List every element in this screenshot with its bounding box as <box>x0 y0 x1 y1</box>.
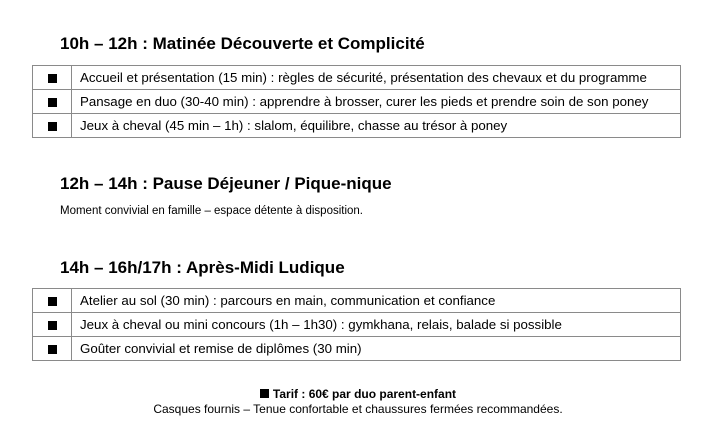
activity-text: Atelier au sol (30 min) : parcours en main, communication et confiance <box>72 289 681 313</box>
table-row <box>33 90 681 114</box>
black-square-bullet-icon <box>48 345 57 354</box>
tarif-text: Tarif : 60€ par duo parent-enfant <box>272 387 457 401</box>
activity-text: Jeux à cheval ou mini concours (1h – 1h30) : gymkhana, relais, balade si possible <box>72 313 681 337</box>
activity-text: Jeux à cheval (45 min – 1h) : slalom, équilibre, chasse au trésor à poney <box>72 114 681 138</box>
activity-text: Pansage en duo (30-40 min) : apprendre à brosser, curer les pieds et prendre soin de son poney <box>72 90 681 114</box>
black-square-bullet-icon <box>48 122 57 131</box>
footer <box>0 387 716 417</box>
lunch-note: Moment convivial en famille – espace détente à disposition. <box>60 205 364 217</box>
table-row <box>33 313 681 337</box>
morning-heading: 10h – 12h : Matinée Découverte et Complicité <box>60 34 425 53</box>
table-row <box>33 114 681 138</box>
activity-text: Goûter convivial et remise de diplômes (30 min) <box>72 337 681 361</box>
equipment-note: Casques fournis – Tenue confortable et chaussures fermées recommandées. <box>153 402 563 416</box>
afternoon-heading: 14h – 16h/17h : Après-Midi Ludique <box>60 258 345 277</box>
activity-text: Accueil et présentation (15 min) : règles de sécurité, présentation des chevaux et du programme <box>72 66 681 90</box>
table-row <box>33 66 681 90</box>
black-square-bullet-icon <box>48 98 57 107</box>
lunch-heading: 12h – 14h : Pause Déjeuner / Pique-nique <box>60 174 392 193</box>
black-square-bullet-icon <box>48 321 57 330</box>
black-square-bullet-icon <box>48 297 57 306</box>
table-row <box>33 289 681 313</box>
black-square-bullet-icon <box>260 389 269 398</box>
morning-activities-table <box>32 65 681 138</box>
afternoon-activities-table <box>32 288 681 361</box>
black-square-bullet-icon <box>48 74 57 83</box>
table-row <box>33 337 681 361</box>
tarif-line <box>0 387 716 402</box>
